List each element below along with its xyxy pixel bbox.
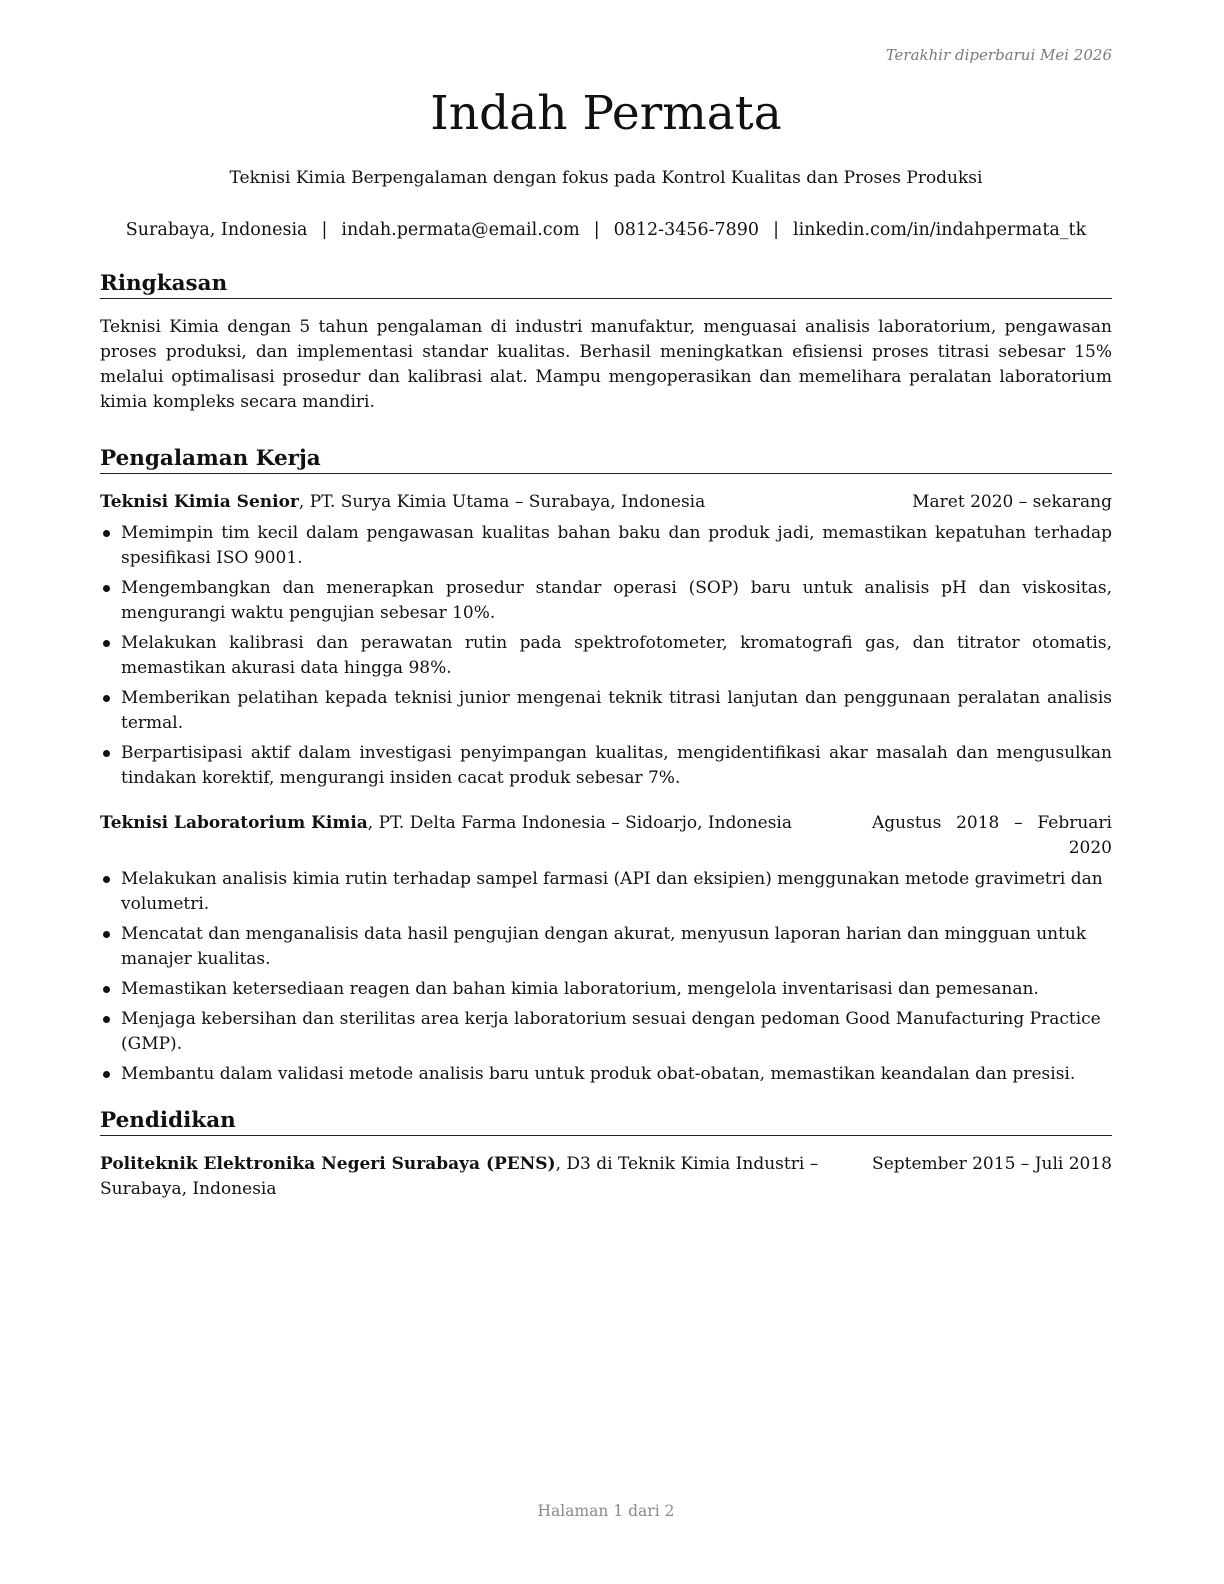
experience-heading: Pengalaman Kerja [100, 445, 1112, 474]
summary-section [100, 270, 1112, 415]
job-entry [100, 811, 1112, 1087]
job-entry [100, 490, 1112, 791]
experience-section [100, 445, 1112, 1087]
job-bullet: Memastikan ketersediaan reagen dan bahan kimia laboratorium, mengelola inventarisasi dan pemesanan. [100, 977, 1112, 1002]
job-title-line [100, 490, 912, 515]
summary-text: Teknisi Kimia dengan 5 tahun pengalaman di industri manufaktur, menguasai analisis laboratorium, pengawasan proses produksi, dan implementasi standar kualitas. Berhasil meningkatkan efisiensi proses titrasi sebesar 15% melalui optimalisasi prosedur dan kalibrasi alat. Mampu mengoperasikan dan memelihara peralatan laboratorium kimia kompleks secara mandiri. [100, 316, 1112, 412]
last-updated-note: Terakhir diperbarui Mei 2026 [885, 46, 1112, 64]
job-title: Teknisi Laboratorium Kimia [100, 812, 368, 833]
education-detail: , D3 di Teknik Kimia Industri – Surabaya, Indonesia [100, 1153, 819, 1199]
job-bullet: Menjaga kebersihan dan sterilitas area kerja laboratorium sesuai dengan pedoman Good Manufacturing Practice (GMP). [100, 1007, 1112, 1057]
job-header [100, 490, 1112, 515]
job-bullet: Mencatat dan menganalisis data hasil pengujian dengan akurat, menyusun laporan harian dan mingguan untuk manajer kualitas. [100, 922, 1112, 972]
candidate-name: Indah Permata [430, 86, 782, 141]
contact-location: Surabaya, Indonesia [125, 220, 308, 240]
summary-heading: Ringkasan [100, 270, 1112, 299]
contact-phone: 0812-3456-7890 [613, 220, 760, 240]
education-entry [100, 1152, 1112, 1202]
education-school: Politeknik Elektronika Negeri Surabaya (PENS) [100, 1153, 556, 1174]
job-bullets [100, 521, 1112, 791]
resume-content [100, 270, 1112, 1202]
education-section [100, 1107, 1112, 1202]
education-dates: September 2015 – Juli 2018 [872, 1153, 1112, 1174]
job-bullet: Membantu dalam validasi metode analisis baru untuk produk obat-obatan, memastikan keandalan dan presisi. [100, 1062, 1112, 1087]
job-title-line [100, 811, 872, 836]
job-bullet: Melakukan analisis kimia rutin terhadap sampel farmasi (API dan eksipien) menggunakan metode gravimetri dan volumetri. [100, 867, 1112, 917]
job-bullet: Memberikan pelatihan kepada teknisi junior mengenai teknik titrasi lanjutan dan penggunaan peralatan analisis termal. [100, 686, 1112, 736]
job-dates: Maret 2020 – sekarang [912, 491, 1112, 512]
job-bullets [100, 867, 1112, 1087]
job-bullet: Mengembangkan dan menerapkan prosedur standar operasi (SOP) baru untuk analisis pH dan viskositas, mengurangi waktu pengujian sebesar 10%. [100, 576, 1112, 626]
job-company: , PT. Delta Farma Indonesia – Sidoarjo, Indonesia [367, 812, 793, 833]
contact-line [100, 220, 1112, 240]
job-dates: Agustus 2018 – Februari 2020 [872, 812, 1112, 858]
job-bullet: Melakukan kalibrasi dan perawatan rutin pada spektrofotometer, kromatografi gas, dan titrator otomatis, memastikan akurasi data hingga 98%. [100, 631, 1112, 681]
education-heading: Pendidikan [100, 1107, 1112, 1136]
contact-separator: | [321, 220, 328, 240]
job-company: , PT. Surya Kimia Utama – Surabaya, Indonesia [298, 491, 706, 512]
resume-page [100, 0, 1112, 1584]
contact-email[interactable]: indah.permata@email.com [341, 220, 580, 240]
job-bullet: Berpartisipasi aktif dalam investigasi penyimpangan kualitas, mengidentifikasi akar masalah dan mengusulkan tindakan korektif, mengurangi insiden cacat produk sebesar 7%. [100, 741, 1112, 791]
education-line [100, 1152, 872, 1202]
page-number: Halaman 1 dari 2 [537, 1502, 675, 1520]
contact-separator: | [773, 220, 779, 240]
job-header [100, 811, 1112, 861]
candidate-headline: Teknisi Kimia Berpengalaman dengan fokus pada Kontrol Kualitas dan Proses Produksi [229, 168, 983, 188]
job-bullet: Memimpin tim kecil dalam pengawasan kualitas bahan baku dan produk jadi, memastikan kepatuhan terhadap spesifikasi ISO 9001. [100, 521, 1112, 571]
job-title: Teknisi Kimia Senior [100, 491, 299, 512]
contact-linkedin[interactable]: linkedin.com/in/indahpermata_tk [792, 220, 1087, 240]
contact-separator: | [593, 220, 600, 240]
